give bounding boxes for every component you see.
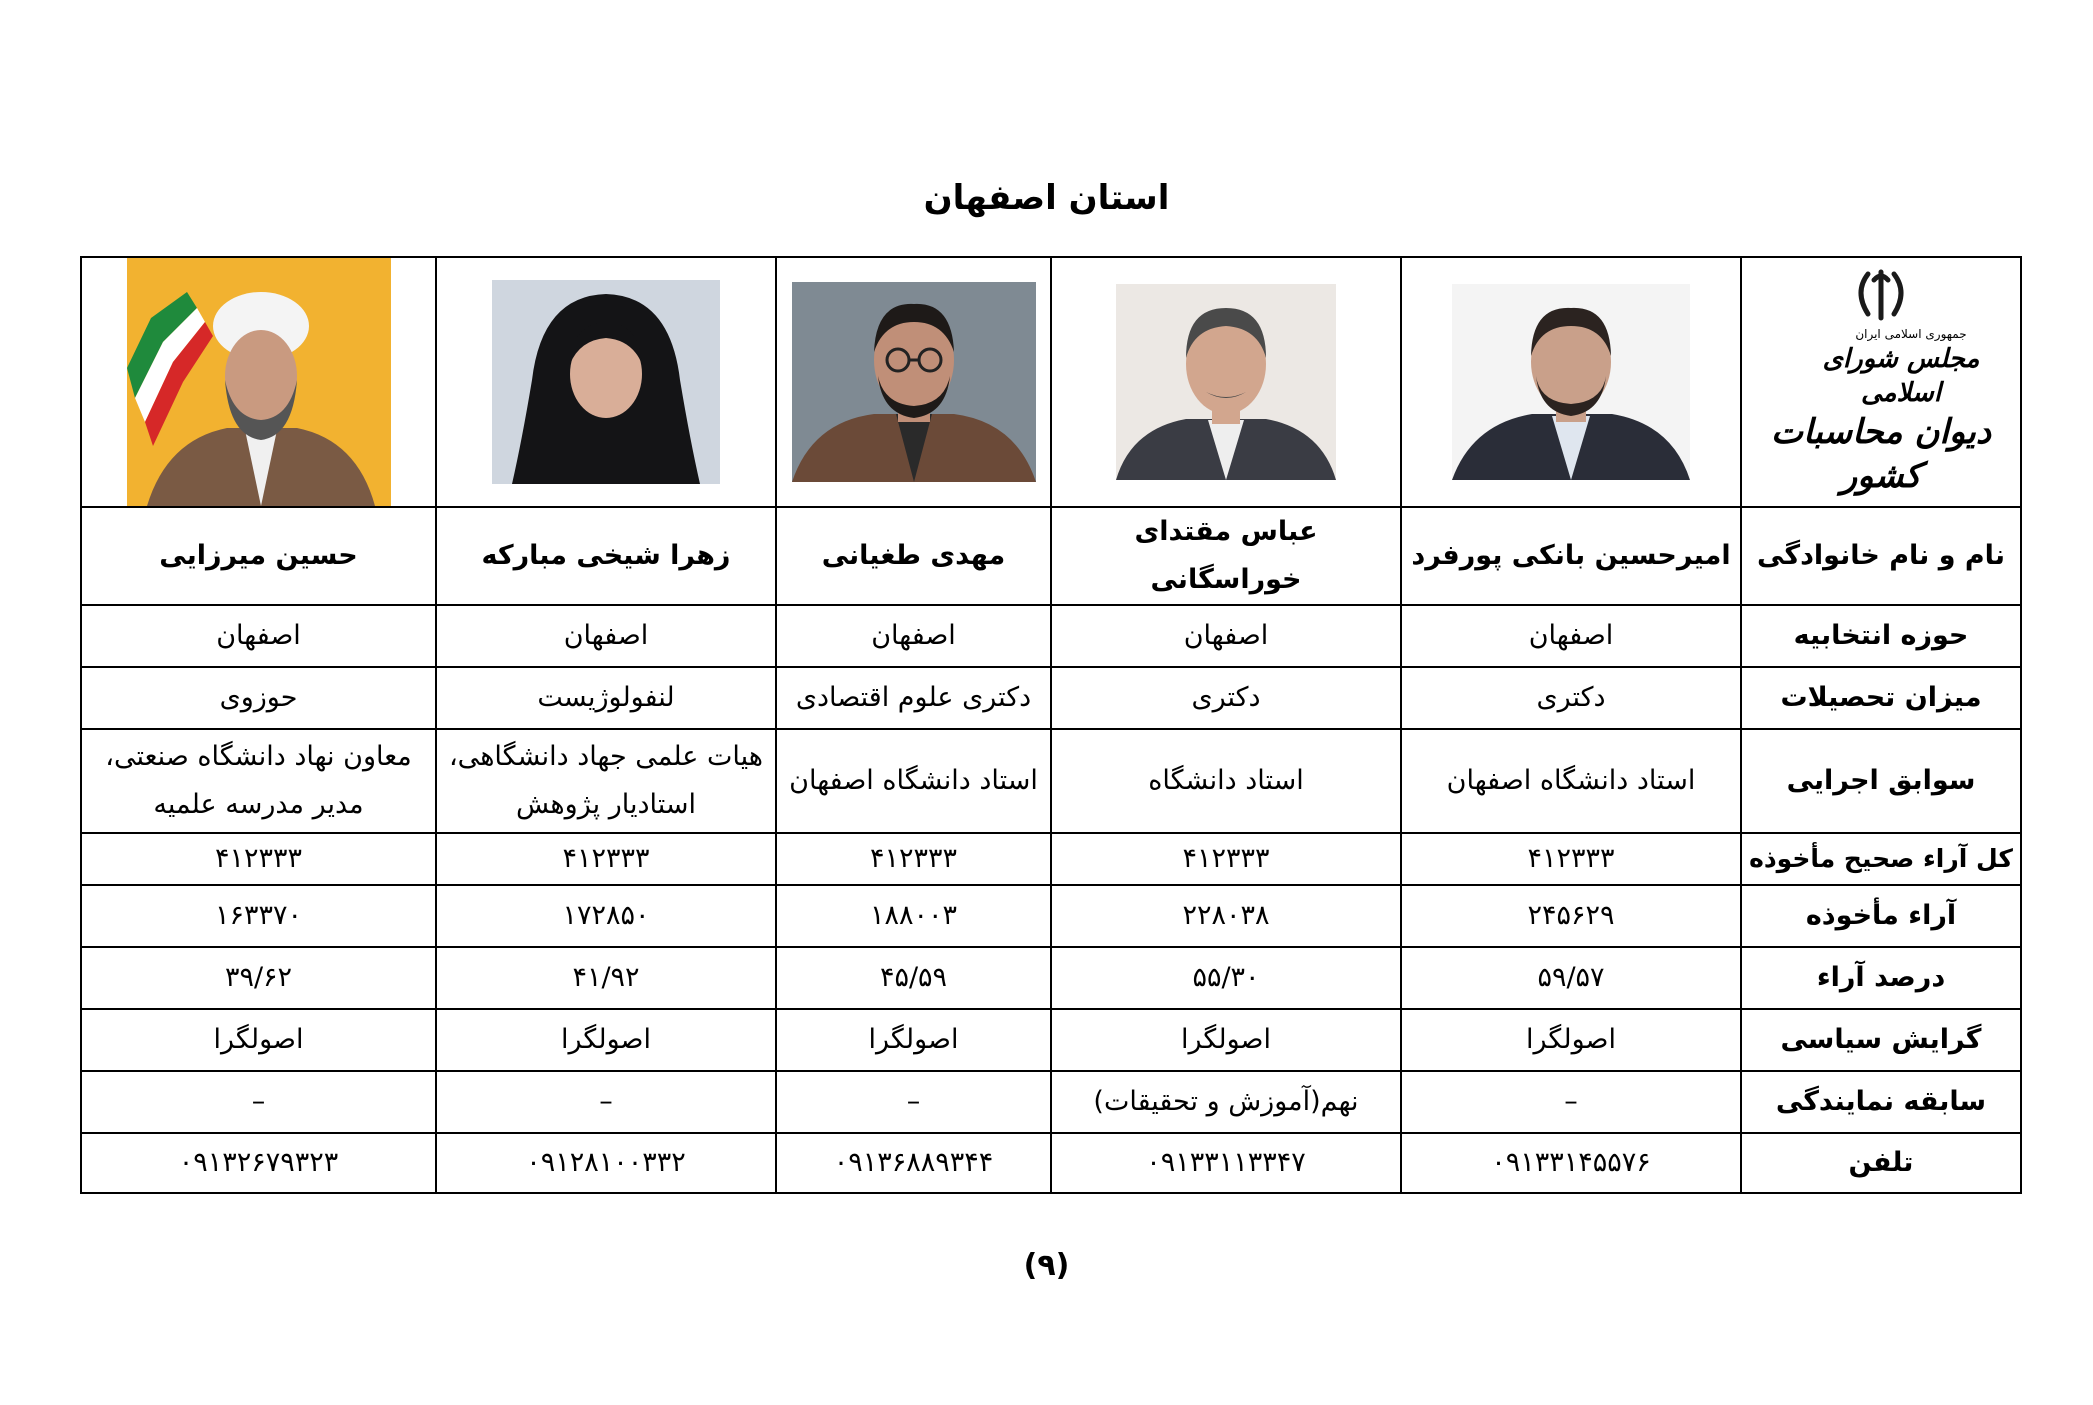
label-education: میزان تحصیلات bbox=[1741, 667, 2021, 729]
experience-line: مدیر مدرسه علمیه bbox=[153, 789, 364, 820]
candidate-photo bbox=[127, 258, 391, 506]
district-value: اصفهان bbox=[436, 605, 776, 667]
phone-row bbox=[81, 1133, 2021, 1193]
percent-value: ۴۵/۵۹ bbox=[776, 947, 1051, 1009]
experience-value bbox=[436, 729, 776, 833]
candidate-name: زهرا شیخی مبارکه bbox=[436, 507, 776, 605]
logo-line-2: مجلس شورای اسلامی bbox=[1822, 344, 1980, 408]
votes-value: ۲۲۸۰۳۸ bbox=[1051, 885, 1401, 947]
phone-value: ۰۹۱۳۳۱۴۵۵۷۶ bbox=[1401, 1133, 1741, 1193]
district-value: اصفهان bbox=[81, 605, 436, 667]
candidate-name: عباس مقتدای خوراسگانی bbox=[1051, 507, 1401, 605]
votes-row bbox=[81, 885, 2021, 947]
education-value: دکتری علوم اقتصادی bbox=[776, 667, 1051, 729]
votes-value: ۱۸۸۰۰۳ bbox=[776, 885, 1051, 947]
label-rep-history: سابقه نمایندگی bbox=[1741, 1071, 2021, 1133]
candidate-name: حسین میرزایی bbox=[81, 507, 436, 605]
district-row bbox=[81, 605, 2021, 667]
candidate-photo bbox=[1452, 284, 1690, 480]
education-value: دکتری bbox=[1401, 667, 1741, 729]
experience-line: معاون نهاد دانشگاه صنعتی، bbox=[105, 741, 412, 772]
education-value: لنفولوژیست bbox=[436, 667, 776, 729]
total-votes-value: ۴۱۲۳۳۳ bbox=[1401, 833, 1741, 885]
education-value: حوزوی bbox=[81, 667, 436, 729]
experience-line: هیات علمی جهاد دانشگاهی، bbox=[448, 741, 764, 772]
rep-history-value: – bbox=[776, 1071, 1051, 1133]
rep-history-value: – bbox=[436, 1071, 776, 1133]
label-experience: سوابق اجرایی bbox=[1741, 729, 2021, 833]
education-row bbox=[81, 667, 2021, 729]
page-title: استان اصفهان bbox=[923, 178, 1170, 218]
page-number: (۹) bbox=[1023, 1248, 1070, 1283]
candidate-photo bbox=[492, 280, 720, 484]
phone-value: ۰۹۱۳۳۱۱۳۳۴۷ bbox=[1051, 1133, 1401, 1193]
candidate-photo bbox=[792, 282, 1036, 482]
votes-value: ۲۴۵۶۲۹ bbox=[1401, 885, 1741, 947]
total-votes-value: ۴۱۲۳۳۳ bbox=[776, 833, 1051, 885]
votes-value: ۱۷۲۸۵۰ bbox=[436, 885, 776, 947]
percent-value: ۴۱/۹۲ bbox=[436, 947, 776, 1009]
experience-row bbox=[81, 729, 2021, 833]
district-value: اصفهان bbox=[776, 605, 1051, 667]
orientation-row bbox=[81, 1009, 2021, 1071]
candidates-table bbox=[80, 256, 2022, 1194]
candidate-name: مهدی طغیانی bbox=[776, 507, 1051, 605]
experience-value bbox=[1401, 729, 1741, 833]
total-votes-value: ۴۱۲۳۳۳ bbox=[436, 833, 776, 885]
photo-row bbox=[81, 257, 2021, 507]
percent-value: ۵۹/۵۷ bbox=[1401, 947, 1741, 1009]
experience-value bbox=[1051, 729, 1401, 833]
label-district: حوزه انتخابیه bbox=[1741, 605, 2021, 667]
photo-cell bbox=[81, 257, 436, 507]
votes-value: ۱۶۳۳۷۰ bbox=[81, 885, 436, 947]
label-name: نام و نام خانوادگی bbox=[1741, 507, 2021, 605]
total-votes-row bbox=[81, 833, 2021, 885]
district-value: اصفهان bbox=[1051, 605, 1401, 667]
photo-cell bbox=[776, 257, 1051, 507]
logo-line-1: جمهوری اسلامی ایران bbox=[1855, 327, 1967, 341]
rep-history-value: – bbox=[81, 1071, 436, 1133]
label-phone: تلفن bbox=[1741, 1133, 2021, 1193]
percent-row bbox=[81, 947, 2021, 1009]
experience-value bbox=[81, 729, 436, 833]
phone-value: ۰۹۱۲۸۱۰۰۳۳۲ bbox=[436, 1133, 776, 1193]
experience-line: استاد دانشگاه اصفهان bbox=[1446, 765, 1696, 796]
orientation-value: اصولگرا bbox=[776, 1009, 1051, 1071]
candidate-photo bbox=[1116, 284, 1336, 480]
experience-value bbox=[776, 729, 1051, 833]
logo-cell bbox=[1741, 257, 2021, 507]
rep-history-value: – bbox=[1401, 1071, 1741, 1133]
logo-line-3: دیوان محاسبات کشور bbox=[1770, 412, 1992, 496]
phone-value: ۰۹۱۳۲۶۷۹۳۲۳ bbox=[81, 1133, 436, 1193]
orientation-value: اصولگرا bbox=[1401, 1009, 1741, 1071]
rep-history-row bbox=[81, 1071, 2021, 1133]
orientation-value: اصولگرا bbox=[436, 1009, 776, 1071]
percent-value: ۳۹/۶۲ bbox=[81, 947, 436, 1009]
district-value: اصفهان bbox=[1401, 605, 1741, 667]
label-orientation: گرایش سیاسی bbox=[1741, 1009, 2021, 1071]
experience-line: استادیار پژوهش bbox=[516, 789, 696, 820]
name-row bbox=[81, 507, 2021, 605]
photo-cell bbox=[1051, 257, 1401, 507]
phone-value: ۰۹۱۳۶۸۸۹۳۴۴ bbox=[776, 1133, 1051, 1193]
rep-history-value: نهم(آموزش و تحقیقات) bbox=[1051, 1071, 1401, 1133]
orientation-value: اصولگرا bbox=[1051, 1009, 1401, 1071]
candidate-name: امیرحسین بانکی پورفرد bbox=[1401, 507, 1741, 605]
label-percent: درصد آراء bbox=[1741, 947, 2021, 1009]
experience-line: استاد دانشگاه bbox=[1148, 765, 1304, 796]
total-votes-value: ۴۱۲۳۳۳ bbox=[81, 833, 436, 885]
education-value: دکتری bbox=[1051, 667, 1401, 729]
orientation-value: اصولگرا bbox=[81, 1009, 436, 1071]
label-votes: آراء مأخوذه bbox=[1741, 885, 2021, 947]
photo-cell bbox=[436, 257, 776, 507]
total-votes-value: ۴۱۲۳۳۳ bbox=[1051, 833, 1401, 885]
experience-line: استاد دانشگاه اصفهان bbox=[789, 765, 1038, 796]
label-total-votes: کل آراء صحیح مأخوذه bbox=[1741, 833, 2021, 885]
photo-cell bbox=[1401, 257, 1741, 507]
percent-value: ۵۵/۳۰ bbox=[1051, 947, 1401, 1009]
